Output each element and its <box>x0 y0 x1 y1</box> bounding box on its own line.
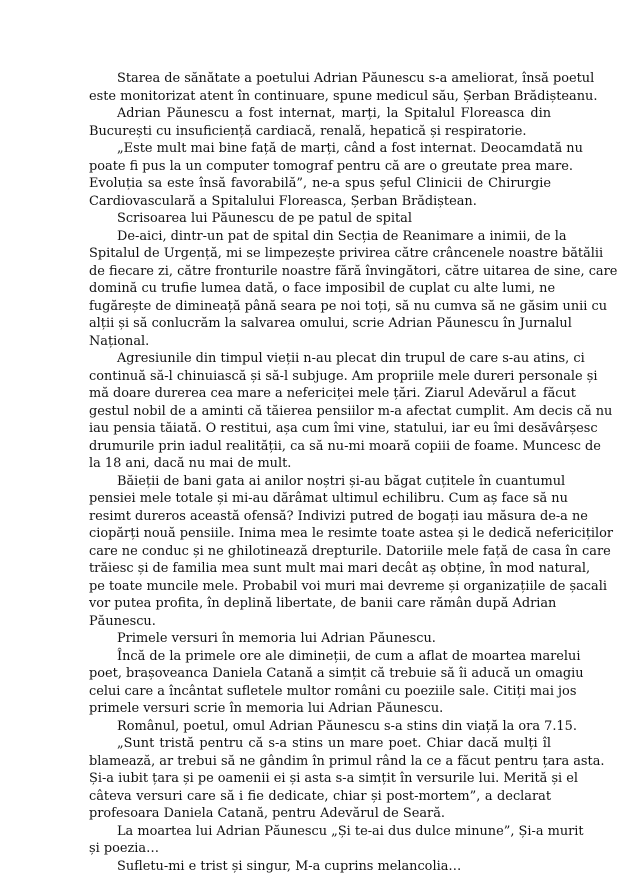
paragraph-line: și poezia… <box>89 840 551 858</box>
paragraph-line: pensiei mele totale și mi-au dărâmat ultimul echilibru. Cum aș face să nu <box>89 490 551 508</box>
paragraph-line: De-aici, dintr-un pat de spital din Secția de Reanimare a inimii, de la <box>89 228 551 246</box>
paragraph-line: ciopărți nouă pensiile. Inima mea le resimte toate astea și le dedică nefericiților <box>89 525 551 543</box>
paragraph <box>89 228 551 351</box>
paragraph-line: La moartea lui Adrian Păunescu „Și te-ai dus dulce minune”, Și-a murit <box>89 823 551 841</box>
paragraph-line: la 18 ani, dacă nu mai de mult. <box>89 455 551 473</box>
paragraph-line: fugărește de dimineață până seara pe noi toți, să nu cumva să ne găsim unii cu <box>89 298 551 316</box>
paragraph-line: Starea de sănătate a poetului Adrian Păunescu s-a ameliorat, însă poetul <box>89 70 551 88</box>
paragraph-line: „Este mult mai bine față de marți, când a fost internat. Deocamdată nu <box>89 140 551 158</box>
paragraph <box>89 630 551 648</box>
paragraph-line: câteva versuri care să i fie dedicate, chiar și post-mortem”, a declarat <box>89 788 551 806</box>
paragraph <box>89 70 551 105</box>
paragraph-line: gestul nobil de a aminti că tăierea pensiilor m-a afectat cumplit. Am decis că nu <box>89 403 551 421</box>
paragraph <box>89 210 551 228</box>
paragraph-line: de fiecare zi, către fronturile noastre fără învingători, către uitarea de sine, care <box>89 263 551 281</box>
paragraph-line: celui care a încântat sufletele multor români cu poeziile sale. Citiți mai jos <box>89 683 551 701</box>
paragraph-line: Românul, poetul, omul Adrian Păunescu s-a stins din viață la ora 7.15. <box>89 718 551 736</box>
paragraph-line: drumurile prin iadul realității, ca să nu-mi moară copiii de foame. Muncesc de <box>89 438 551 456</box>
article-body <box>89 70 551 875</box>
paragraph-line: Sufletu-mi e trist și singur, M-a cuprins melancolia… <box>89 858 551 875</box>
paragraph-line: domină cu trufie lumea dată, o face imposibil de cuplat cu alte lumi, ne <box>89 280 551 298</box>
paragraph <box>89 350 551 473</box>
paragraph-line: care ne conduc și ne ghilotinează drepturile. Datoriile mele față de casa în care <box>89 543 551 561</box>
paragraph-line: continuă să-l chinuiască și să-l subjuge. Am propriile mele dureri personale și <box>89 368 551 386</box>
paragraph-line: poate fi pus la un computer tomograf pentru că are o greutate prea mare. <box>89 158 551 176</box>
paragraph-line: blamează, ar trebui să ne gândim în primul rând la ce a făcut pentru țara asta. <box>89 753 551 771</box>
paragraph <box>89 858 551 875</box>
paragraph-line: Cardiovasculară a Spitalului Floreasca, Șerban Brădiștean. <box>89 193 551 211</box>
paragraph-line: profesoara Daniela Catană, pentru Adevărul de Seară. <box>89 805 551 823</box>
paragraph-line: „Sunt tristă pentru că s-a stins un mare poet. Chiar dacă mulți îl <box>89 735 551 753</box>
paragraph-line: Și-a iubit țara și pe oamenii ei și asta s-a simțit în versurile lui. Merită și el <box>89 770 551 788</box>
paragraph-line: vor putea profita, în deplină libertate, de banii care rămân după Adrian <box>89 595 551 613</box>
paragraph-line: Adrian Păunescu a fost internat, marți, la Spitalul Floreasca din <box>89 105 551 123</box>
paragraph-line: poet, brașoveanca Daniela Catană a simțit că trebuie să îi aducă un omagiu <box>89 665 551 683</box>
paragraph-line: alții și să conlucrăm la salvarea omului, scrie Adrian Păunescu în Jurnalul <box>89 315 551 333</box>
paragraph <box>89 105 551 140</box>
paragraph-line: trăiesc și de familia mea sunt mult mai mari decât aș obține, în mod natural, <box>89 560 551 578</box>
paragraph <box>89 140 551 210</box>
paragraph-line: Agresiunile din timpul vieții n-au plecat din trupul de care s-au atins, ci <box>89 350 551 368</box>
paragraph-line: Păunescu. <box>89 613 551 631</box>
paragraph-line: resimt dureros această ofensă? Indivizi putred de bogați iau măsura de-a ne <box>89 508 551 526</box>
paragraph-line: mă doare durerea cea mare a nefericiței mele țări. Ziarul Adevărul a făcut <box>89 385 551 403</box>
paragraph <box>89 718 551 736</box>
paragraph-line: primele versuri scrie în memoria lui Adrian Păunescu. <box>89 700 551 718</box>
paragraph <box>89 473 551 631</box>
paragraph-line: Spitalul de Urgență, mi se limpezește privirea către crâncenele noastre bătălii <box>89 245 551 263</box>
paragraph-line: Scrisoarea lui Păunescu de pe patul de spital <box>89 210 551 228</box>
paragraph-line: iau pensia tăiată. O restitui, așa cum îmi vine, statului, iar eu îmi desăvârșesc <box>89 420 551 438</box>
paragraph <box>89 648 551 718</box>
paragraph <box>89 735 551 823</box>
paragraph-line: pe toate muncile mele. Probabil voi muri mai devreme și organizațiile de șacali <box>89 578 551 596</box>
paragraph-line: Băieții de bani gata ai anilor noștri și-au băgat cuțitele în cuantumul <box>89 473 551 491</box>
paragraph-line: este monitorizat atent în continuare, spune medicul său, Șerban Brădișteanu. <box>89 88 551 106</box>
paragraph-line: Încă de la primele ore ale dimineții, de cum a aflat de moartea marelui <box>89 648 551 666</box>
paragraph <box>89 823 551 858</box>
paragraph-line: Primele versuri în memoria lui Adrian Păunescu. <box>89 630 551 648</box>
paragraph-line: Evoluția sa este însă favorabilă”, ne-a spus șeful Clinicii de Chirurgie <box>89 175 551 193</box>
paragraph-line: Național. <box>89 333 551 351</box>
paragraph-line: București cu insuficiență cardiacă, renală, hepatică și respiratorie. <box>89 123 551 141</box>
